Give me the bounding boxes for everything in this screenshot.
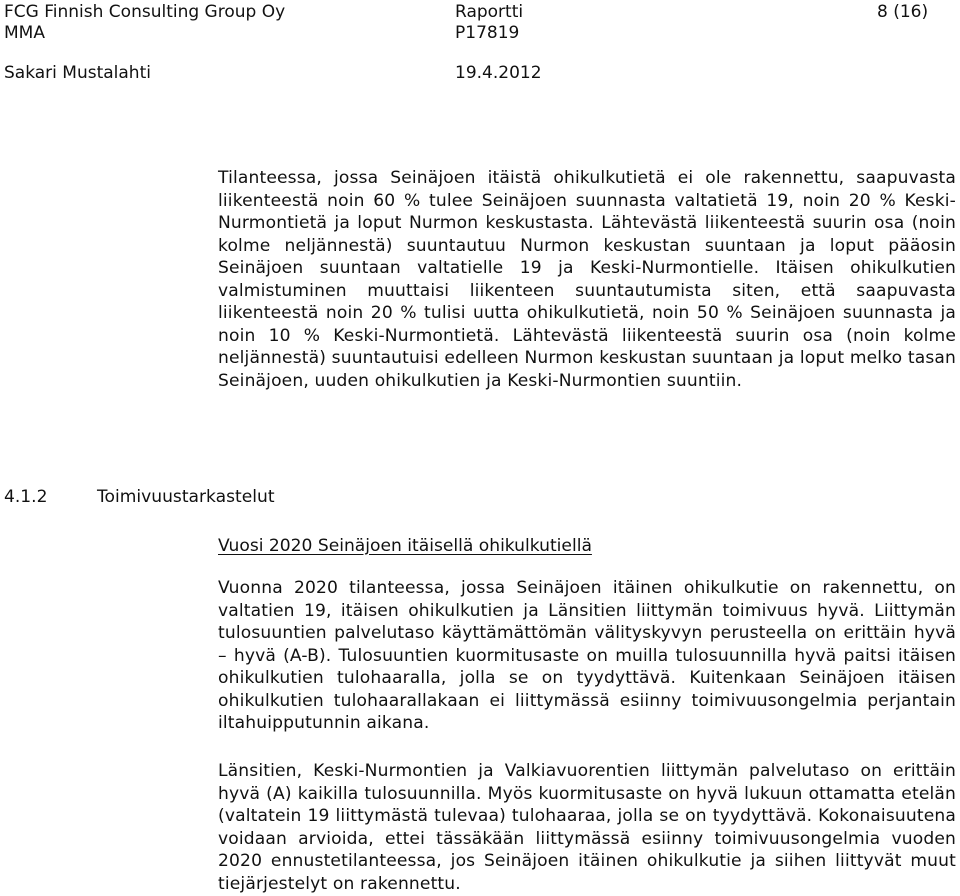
paragraph-functionality-2020: Vuonna 2020 tilanteessa, jossa Seinäjoen itäinen ohikulkutie on rakennettu, on valtatien 19, itäisen ohikulkutien ja Länsitien liittymän toimivuus hyvä. Liittymän tulosuuntien palvelutaso käyttämättömän välityskyvyn perusteella on erittäin hyvä – hyvä (A-B). Tulosuuntien kuormitusaste on muilla tulosuunnilla hyvä paitsi itäisen ohikulkutien tulohaaralla, jolla se on tyydyttävä. Kuitenkaan Seinäjoen itäisen ohikulkutien tulohaarallakaan ei liittymässä esiinny toimivuusongelmia perjantain iltahuipputunnin aikana.	[218, 578, 956, 733]
client-name: MMA	[4, 23, 45, 43]
company-name: FCG Finnish Consulting Group Oy	[4, 2, 286, 22]
project-number: P17819	[455, 23, 520, 43]
section-number: 4.1.2	[4, 487, 48, 507]
paragraph-lansitie-junction: Länsitien, Keski-Nurmontien ja Valkiavuorentien liittymän palvelutaso on erittäin hyvä (A) kaikilla tulosuunnilla. Myös kuormitusaste on hyvä lukuun ottamatta etelän (valtatein 19 liittymästä tulevaa) tulohaaraa, jolla se on tyydyttävä. Kokonaisuutena voidaan arvioida, ettei tässäkään liittymässä esiinny toimivuusongelmia vuoden 2020 ennustetilanteessa, jos Seinäjoen itäinen ohikulkutie ja siihen liittyvät muut tiejärjestelyt on rakennettu.	[218, 761, 956, 894]
paragraph-traffic-directions: Tilanteessa, jossa Seinäjoen itäistä ohikulkutietä ei ole rakennettu, saapuvasta liikenteestä noin 60 % tulee Seinäjoen suunnasta valtatietä 19, noin 20 % Keski-Nurmontietä ja loput Nurmon keskustasta. Lähtevästä liikenteestä suurin osa (noin kolme neljännestä) suuntautuu Nurmon keskustan suuntaan ja loput pääosin Seinäjoen suuntaan valtatielle 19 ja Keski-Nurmontielle. Itäisen ohikulkutien valmistuminen muuttaisi liikenteen suuntautumista siten, että saapuvasta liikenteestä noin 20 % tulisi uutta ohikulkutietä, noin 50 % Seinäjoen suunnasta ja noin 10 % Keski-Nurmontietä. Lähtevästä liikenteestä suurin osa (noin kolme neljännestä) suuntautuisi edelleen Nurmon keskustan suuntaan ja loput melko tasan Seinäjoen, uuden ohikulkutien ja Keski-Nurmontien suuntiin.	[218, 168, 956, 391]
report-date: 19.4.2012	[455, 63, 542, 83]
document-type: Raportti	[455, 2, 524, 22]
section-title: Toimivuustarkastelut	[97, 487, 275, 507]
page-number: 8 (16)	[877, 2, 929, 22]
subheading: Vuosi 2020 Seinäjoen itäisellä ohikulkutiellä	[218, 536, 592, 556]
author-name: Sakari Mustalahti	[4, 63, 151, 83]
